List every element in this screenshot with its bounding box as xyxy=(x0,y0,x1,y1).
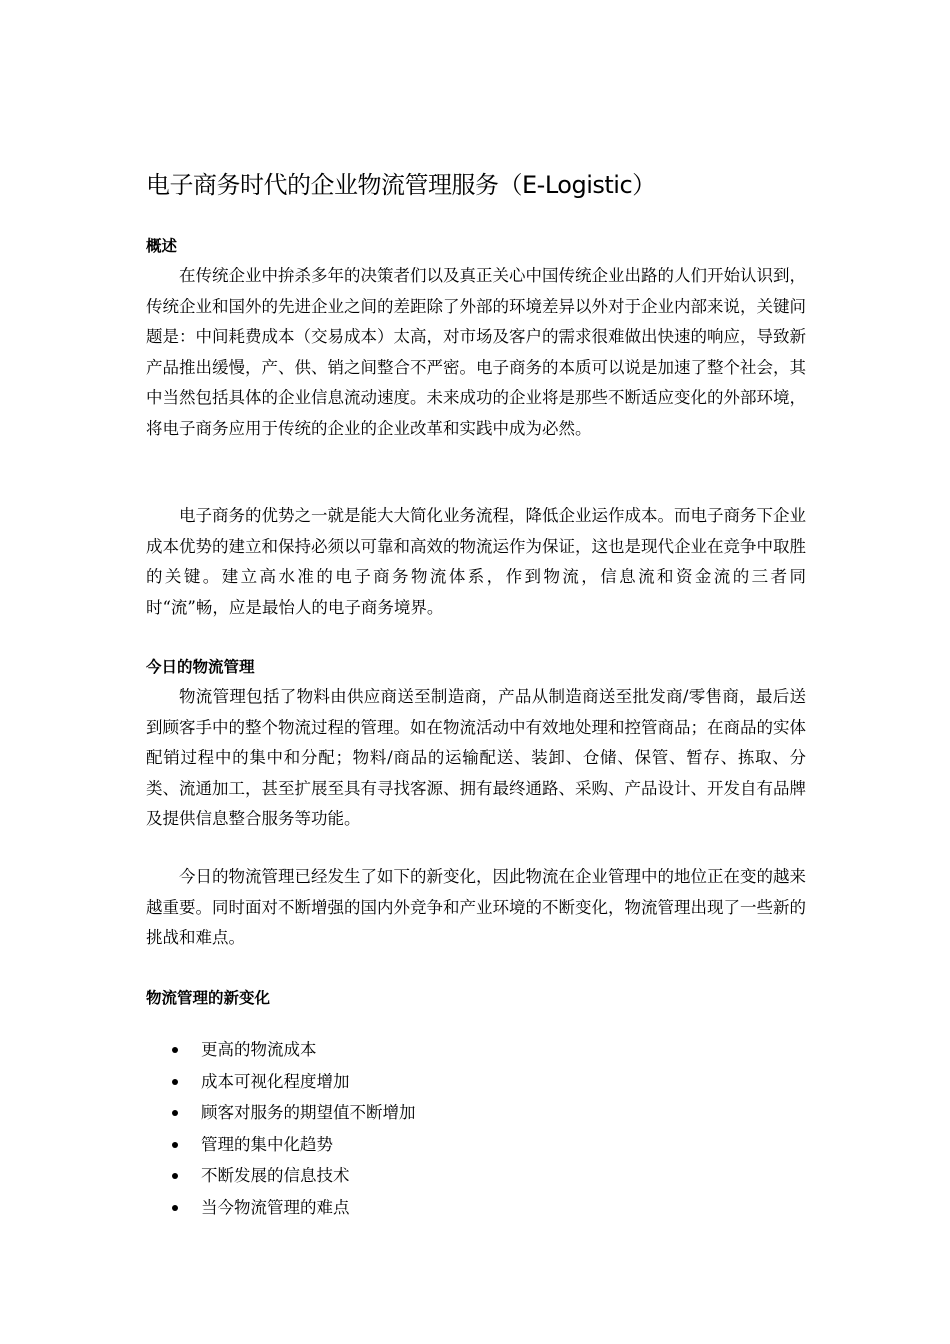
bullet-icon xyxy=(172,1173,178,1179)
logistics-today-paragraph-2: 今日的物流管理已经发生了如下的新变化，因此物流在企业管理中的地位正在变的越来越重要。同时面对不断增强的国内外竞争和产业环境的不断变化，物流管理出现了一些新的挑战和难点。 xyxy=(146,867,806,947)
bullet-icon xyxy=(172,1079,178,1085)
bullet-icon xyxy=(172,1142,178,1148)
bullet-icon xyxy=(172,1047,178,1053)
list-item xyxy=(146,1161,646,1193)
document-title: 电子商务时代的企业物流管理服务（E-Logistic） xyxy=(146,171,656,199)
list-item-text: 不断发展的信息技术 xyxy=(201,1166,350,1185)
list-item xyxy=(146,1098,646,1130)
list-item-text: 更高的物流成本 xyxy=(201,1040,317,1059)
list-item-text: 管理的集中化趋势 xyxy=(201,1134,333,1154)
overview-paragraph-1: 在传统企业中拚杀多年的决策者们以及真正关心中国传统企业出路的人们开始认识到，传统企业和国外的先进企业之间的差距除了外部的环境差异以外对于企业内部来说，关键问题是：中间耗费成本（交易成本）太高，对市场及客户的需求很难做出快速的响应，导致新产品推出缓慢，产、供、销之间整合不严密。电子商务的本质可以说是加速了整个社会，其中当然包括具体的企业信息流动速度。未来成功的企业将是那些不断适应变化的外部环境，将电子商务应用于传统的企业的企业改革和实践中成为必然。 xyxy=(146,266,806,438)
bullet-icon xyxy=(172,1110,178,1116)
section-heading-logistics-today: 今日的物流管理 xyxy=(146,658,255,676)
list-item xyxy=(146,1067,646,1099)
section-heading-overview: 概述 xyxy=(146,237,178,255)
section-heading-new-changes: 物流管理的新变化 xyxy=(146,989,271,1007)
list-item xyxy=(146,1035,646,1067)
bullet-icon xyxy=(172,1205,178,1211)
new-changes-list xyxy=(146,1035,646,1224)
list-item-text: 成本可视化程度增加 xyxy=(201,1071,350,1091)
list-item xyxy=(146,1193,646,1225)
overview-paragraph-2: 电子商务的优势之一就是能大大简化业务流程，降低企业运作成本。而电子商务下企业成本优势的建立和保持必须以可靠和高效的物流运作为保证，这也是现代企业在竞争中取胜的关键。建立高水准的电子商务物流体系，作到物流，信息流和资金流的三者同时“流”畅，应是最怡人的电子商务境界。 xyxy=(146,506,806,617)
list-item-text: 顾客对服务的期望值不断增加 xyxy=(201,1103,416,1122)
logistics-today-paragraph-1: 物流管理包括了物料由供应商送至制造商，产品从制造商送至批发商/零售商，最后送到顾客手中的整个物流过程的管理。如在物流活动中有效地处理和控管商品；在商品的实体配销过程中的集中和分配；物料/商品的运输配送、装卸、仓储、保管、暂存、拣取、分类、流通加工，甚至扩展至具有寻找客源、拥有最终通路、采购、产品设计、开发自有品牌及提供信息整合服务等功能。 xyxy=(146,687,806,828)
list-item-text: 当今物流管理的难点 xyxy=(201,1197,350,1217)
list-item xyxy=(146,1130,646,1162)
